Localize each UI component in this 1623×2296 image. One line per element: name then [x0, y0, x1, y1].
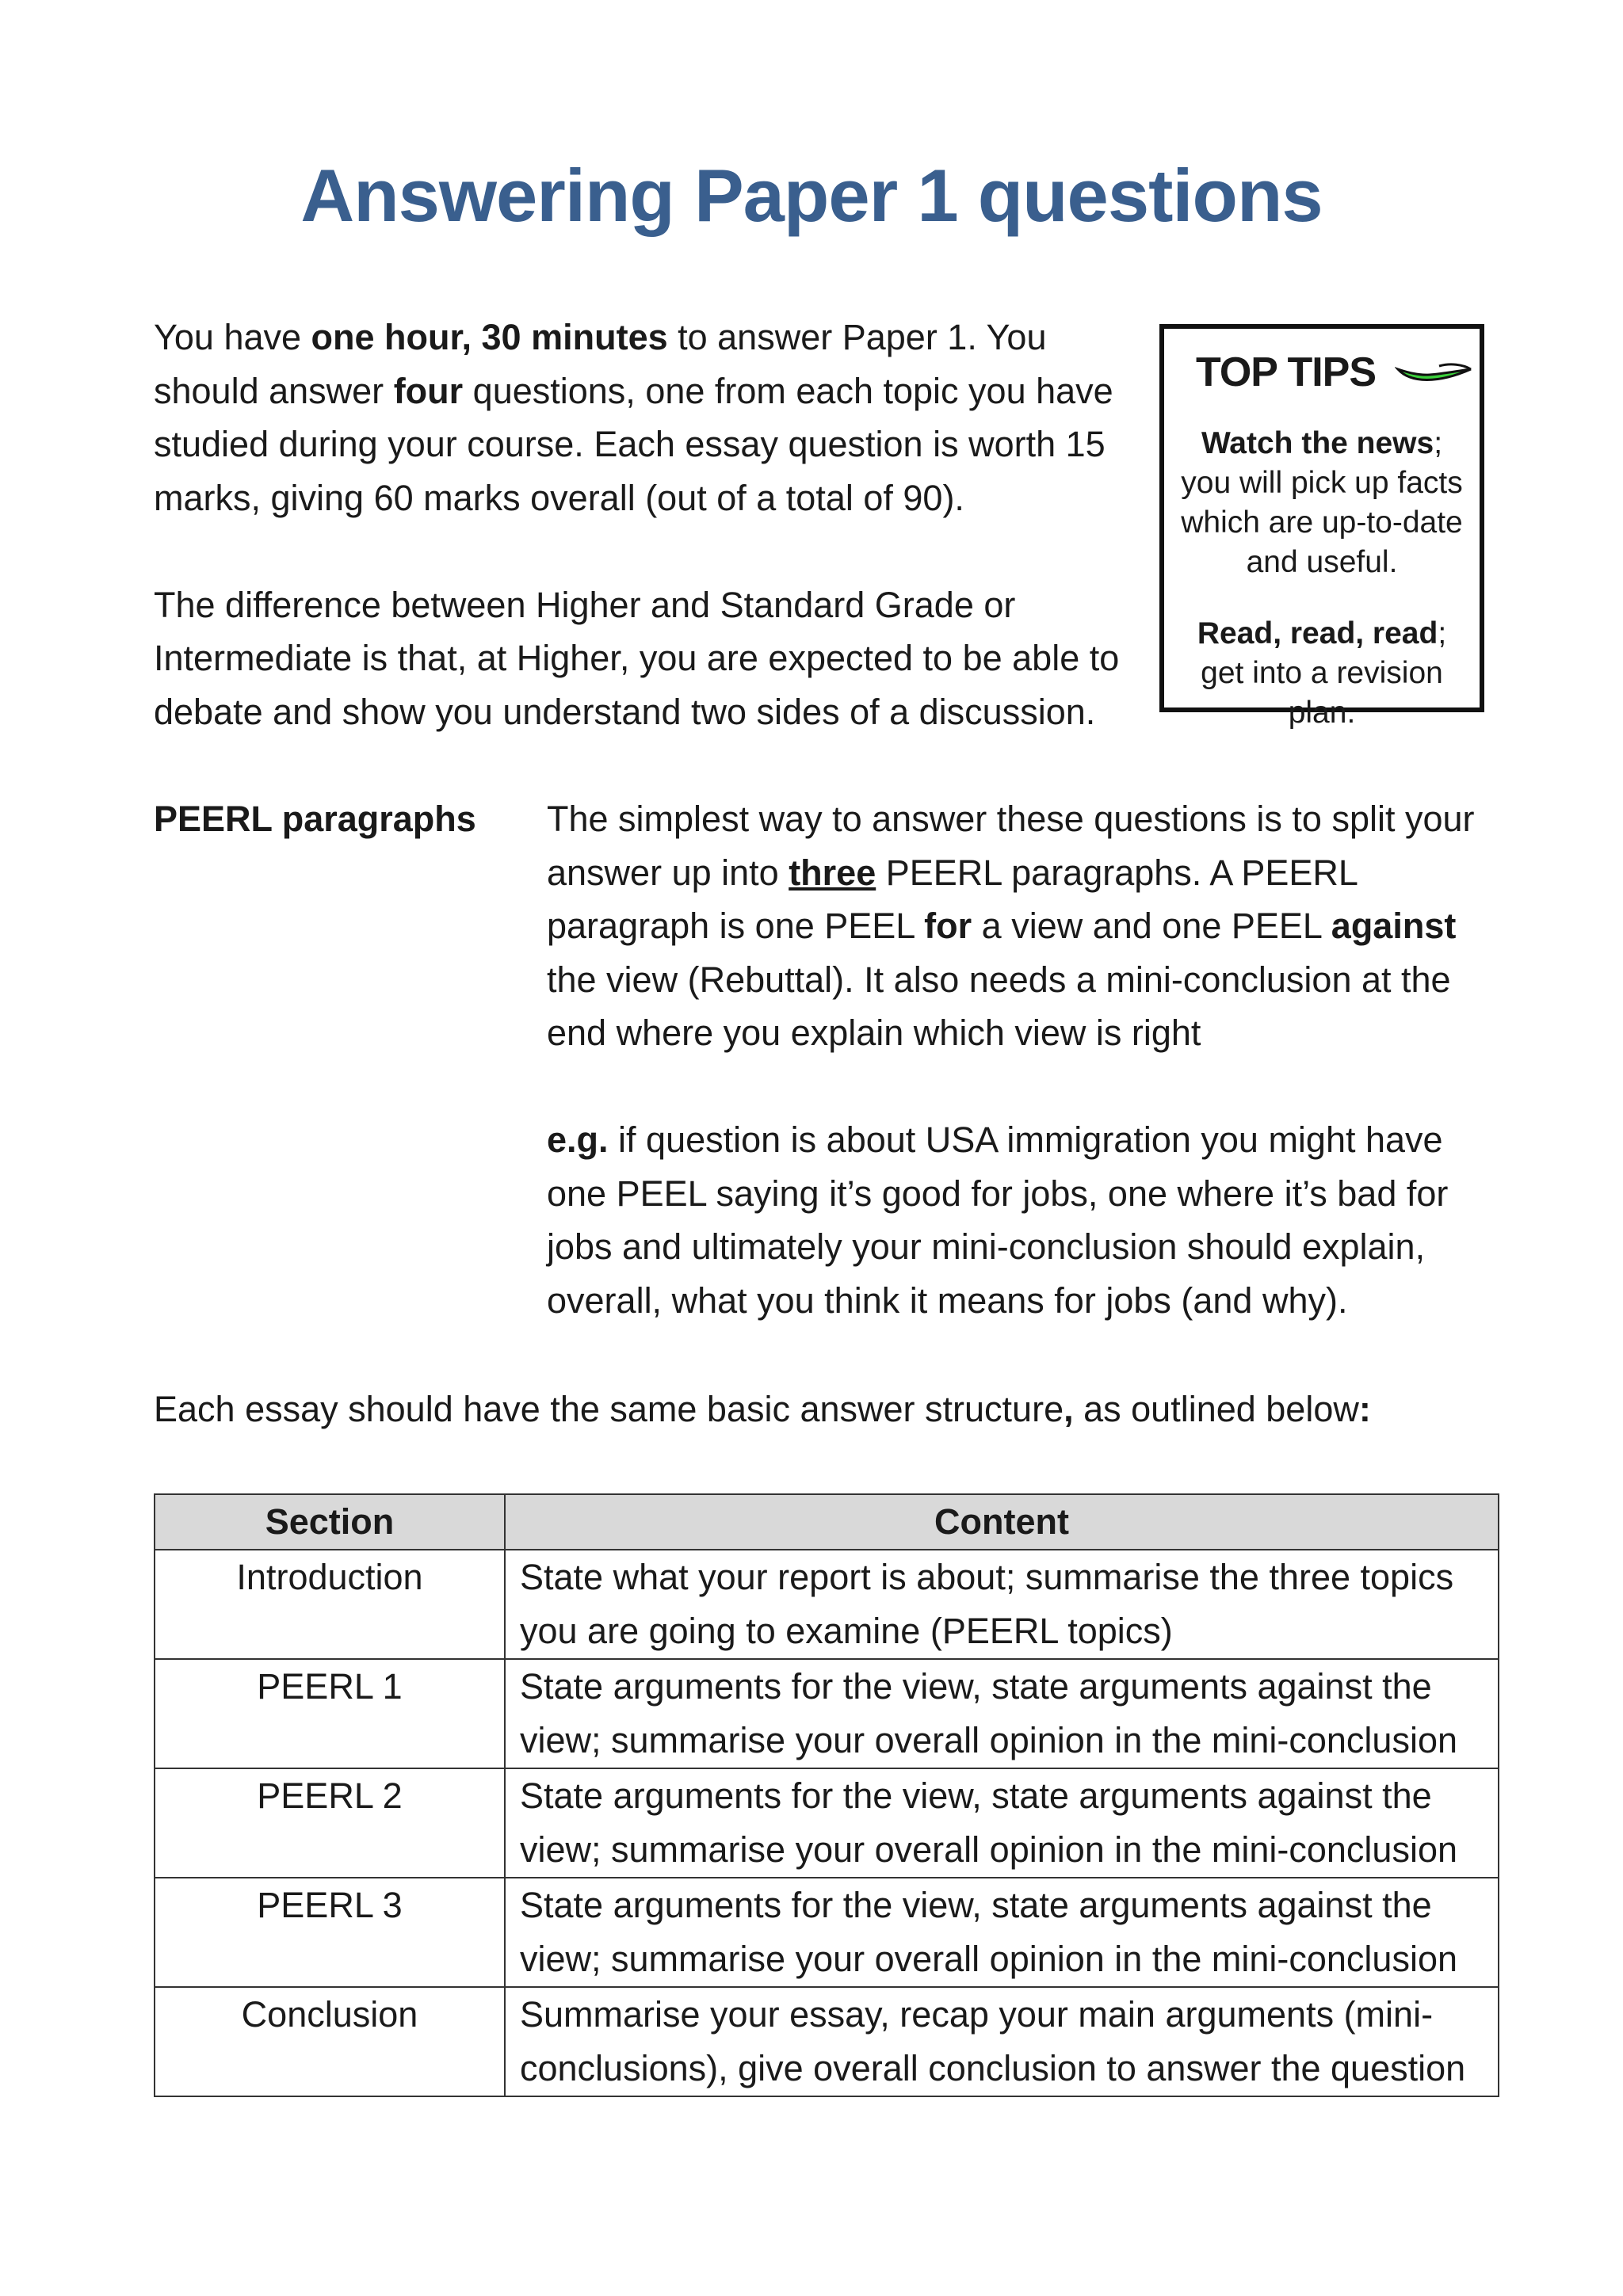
tip-read: Read, read, read; get into a revision plan.	[1197, 616, 1447, 730]
content-cell: State what your report is about; summarise the three topics you are going to examine (PEERL topics)	[505, 1550, 1499, 1659]
table-row	[155, 1878, 1499, 1987]
top-tips-box	[1159, 324, 1484, 730]
intro-paragraph-2: The difference between Higher and Standard Grade or Intermediate is that, at Higher, you are expected to be able to debate and show you understand two sides of a discussion.	[154, 584, 1120, 732]
content-cell: State arguments for the view, state arguments against the view; summarise your overall opinion in the mini-conclusion	[505, 1878, 1499, 1987]
table-row	[155, 1659, 1499, 1768]
content-cell: State arguments for the view, state arguments against the view; summarise your overall opinion in the mini-conclusion	[505, 1768, 1499, 1878]
peerl-example: e.g. if question is about USA immigration you might have one PEEL saying it’s good for jobs, one where it’s bad for jobs and ultimately your mini-conclusion should explain, overall, what you think it means for jobs (and why).	[547, 1119, 1449, 1321]
table-row	[155, 1987, 1499, 2096]
section-cell: Introduction	[155, 1550, 505, 1659]
header-content: Content	[505, 1494, 1499, 1550]
peerl-label: PEERL paragraphs	[154, 799, 476, 839]
header-section: Section	[155, 1494, 505, 1550]
table-row	[155, 1768, 1499, 1878]
content-cell: State arguments for the view, state arguments against the view; summarise your overall opinion in the mini-conclusion	[505, 1659, 1499, 1768]
table-row	[155, 1550, 1499, 1659]
section-cell: Conclusion	[155, 1987, 505, 2096]
section-cell: PEERL 3	[155, 1878, 505, 1987]
green-leaf-icon	[1395, 361, 1474, 389]
content-cell: Summarise your essay, recap your main arguments (mini-conclusions), give overall conclusion to answer the question	[505, 1987, 1499, 2096]
section-cell: PEERL 2	[155, 1768, 505, 1878]
top-tips-title: TOP TIPS	[1196, 349, 1377, 395]
table-header-row	[155, 1494, 1499, 1550]
intro-text	[154, 311, 1136, 792]
tip-watch-news: Watch the news; you will pick up facts which are up-to-date and useful.	[1181, 426, 1463, 579]
structure-intro: Each essay should have the same basic answer structure, as outlined below:	[154, 1389, 1371, 1429]
peerl-paragraph-1: The simplest way to answer these questions is to split your answer up into three PEERL paragraphs. A PEERL paragraph is one PEEL for a view and one PEEL against the view (Rebuttal). It also needs a mini-conclusion at the end where you explain which view is right	[547, 799, 1475, 1053]
top-tips-body	[1164, 424, 1480, 733]
page-title: Answering Paper 1 questions	[300, 154, 1323, 237]
section-cell: PEERL 1	[155, 1659, 505, 1768]
peerl-text	[547, 792, 1506, 1381]
essay-structure-table	[154, 1493, 1499, 2097]
intro-paragraph-1: You have one hour, 30 minutes to answer Paper 1. You should answer four questions, one from each topic you have studied during your course. Each essay question is worth 15 marks, giving 60 marks overall (out of a total of 90).	[154, 317, 1113, 518]
top-tips-header	[1196, 345, 1480, 400]
